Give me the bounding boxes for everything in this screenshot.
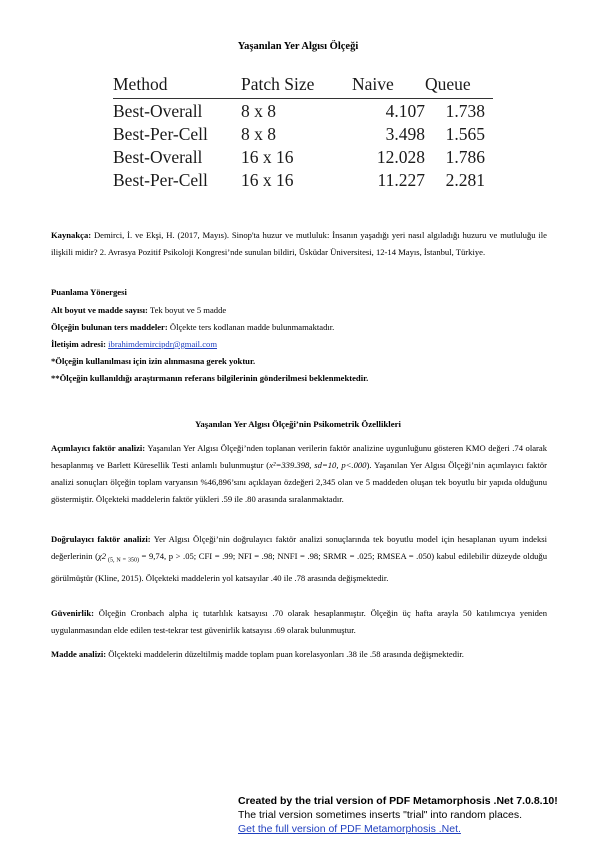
table-cell: 12.028 [376, 147, 425, 167]
cfa-text-2: = 9,74, p > .05; CFI = .99; NFI = .98; NNFI = .98; SRMR = .025; RMSEA = .050) kabul edilebilir düzeyde olduğu görülmüştür (Kline, 2015). Ölçekteki maddelerin yol katsayılar .40 ile .78 arasında değişmektedir. [51, 551, 548, 583]
efa-text-1: Yaşanılan Yer Algısı Ölçeği’nden toplanan verilerin faktör analizine uygunluğunu gösteren KMO değeri .74 olarak hesaplanmış ve Barlett Küresellik Testi anlamlı bulunmuştur ( [51, 443, 548, 470]
table-cell: Best-Per-Cell [113, 124, 208, 144]
results-table [113, 74, 493, 193]
permission-note: *Ölçeğin kullanılması için izin alınmasına gerek yoktur. [51, 356, 256, 366]
table-cell: 16 x 16 [241, 170, 294, 190]
page-title: Yaşanılan Yer Algısı Ölçeği [237, 41, 359, 52]
efa-text-2: ). Yaşanılan Yer Algısı Ölçeği’nin açımlayıcı faktör analizi sonuçları ölçeğin toplam varyansın %46,896’sını açıklayan özdeğeri 2,345 olan ve 5 maddeden oluşan tek boyutlu bir yapıda olduğunu göstermiştir. Ölçekteki maddelerin faktör yükleri .59 ile .80 arasında sıralanmaktadır. [51, 460, 548, 504]
efa-statistic: x²=339.398, sd=10, p<.000 [269, 460, 367, 470]
table-cell: 4.107 [385, 101, 425, 121]
reverse-items-value: Ölçekte ters kodlanan madde bulunmamaktadır. [167, 322, 335, 332]
table-header-cell: Patch Size [241, 74, 315, 94]
table-header-cell: Method [113, 74, 168, 94]
reverse-items-label: Ölçeğin bulunan ters maddeler: [51, 322, 168, 332]
psychometrics-heading: Yaşanılan Yer Algısı Ölçeği’nin Psikometrik Özellikleri [195, 419, 401, 429]
table-cell: 1.738 [445, 101, 485, 121]
scoring-heading: Puanlama Yönergesi [51, 287, 127, 297]
source-text: Demirci, İ. ve Ekşi, H. (2017, Mayıs). Sinop'ta huzur ve mutluluk: İnsanın yaşadığı yeri nasıl algıladığı huzuru ve mutluluğu ile ilişkili midir? 2. Avrasya Pozitif Psikoloji Kongresi’nde sunulan bildiri, Üsküdar Üniversitesi, 12-14 Mayıs, İstanbul, Türkiye. [51, 230, 547, 257]
table-row [113, 147, 493, 170]
cfa-text-1: Yer Algısı Ölçeği’nin doğrulayıcı faktör analizi sonuçlarında tek boyutlu model için hesaplanan uyum indeksi değerlerinin ( [51, 534, 547, 561]
table-cell: 11.227 [377, 170, 425, 190]
trial-upgrade-link[interactable]: Get the full version of PDF Metamorphosis .Net. [238, 823, 461, 835]
table-cell: 1.565 [445, 124, 485, 144]
cfa-label: Doğrulayıcı faktör analizi: [51, 534, 151, 544]
contact-email-link[interactable]: ibrahimdemircipdr@gmail.com [108, 339, 218, 349]
table-cell: 3.498 [385, 124, 425, 144]
trial-notice-text: The trial version sometimes inserts "trial" into random places. [238, 809, 523, 821]
source-paragraph [51, 227, 547, 261]
table-cell: Best-Overall [113, 147, 203, 167]
table-row [113, 124, 493, 147]
table-cell: 16 x 16 [241, 147, 294, 167]
table-header-cell: Naive [352, 74, 394, 94]
table-cell: 8 x 8 [241, 101, 276, 121]
reverse-items-line [51, 321, 334, 333]
cfa-chi-symbol: χ2 [97, 551, 107, 561]
cfa-subscript: (5, N = 350) [106, 557, 139, 564]
table-header-row [113, 74, 493, 99]
cfa-paragraph [51, 531, 547, 587]
reliability-text: Ölçeğin Cronbach alpha iç tutarlılık katsayısı .70 olarak hesaplanmıştır. Ölçeğin üç hafta arayla 50 katılımcıya yeniden uygulanmasından elde edilen test-tekrar test güvenirlik katsayısı .69 olarak bulunmuştur. [51, 608, 547, 635]
table-cell: Best-Per-Cell [113, 170, 208, 190]
subscale-line [51, 304, 226, 316]
trial-notice [238, 794, 558, 836]
item-analysis-text: Ölçekteki maddelerin düzeltilmiş madde toplam puan korelasyonları .38 ile .58 arasında değişmektedir. [106, 649, 464, 659]
table-row [113, 101, 493, 124]
reliability-paragraph [51, 605, 547, 639]
table-row [113, 170, 493, 193]
table-cell: 2.281 [445, 170, 485, 190]
table-cell: Best-Overall [113, 101, 203, 121]
reliability-label: Güvenirlik: [51, 608, 94, 618]
item-analysis-paragraph [51, 646, 547, 663]
table-cell: 8 x 8 [241, 124, 276, 144]
efa-label: Açımlayıcı faktör analizi: [51, 443, 146, 453]
subscale-value: Tek boyut ve 5 madde [147, 305, 227, 315]
efa-paragraph [51, 440, 547, 508]
subscale-label: Alt boyut ve madde sayısı: [51, 305, 148, 315]
trial-notice-title: Created by the trial version of PDF Metamorphosis .Net 7.0.8.10! [238, 795, 558, 807]
item-analysis-label: Madde analizi: [51, 649, 107, 659]
table-cell: 1.786 [445, 147, 485, 167]
source-label: Kaynakça: [51, 230, 92, 240]
contact-line [51, 338, 217, 350]
contact-label: İletişim adresi: [51, 339, 106, 349]
reference-note: **Ölçeğin kullanıldığı araştırmanın referans bilgilerinin gönderilmesi beklenmektedir. [51, 373, 369, 383]
table-header-cell: Queue [425, 74, 471, 94]
